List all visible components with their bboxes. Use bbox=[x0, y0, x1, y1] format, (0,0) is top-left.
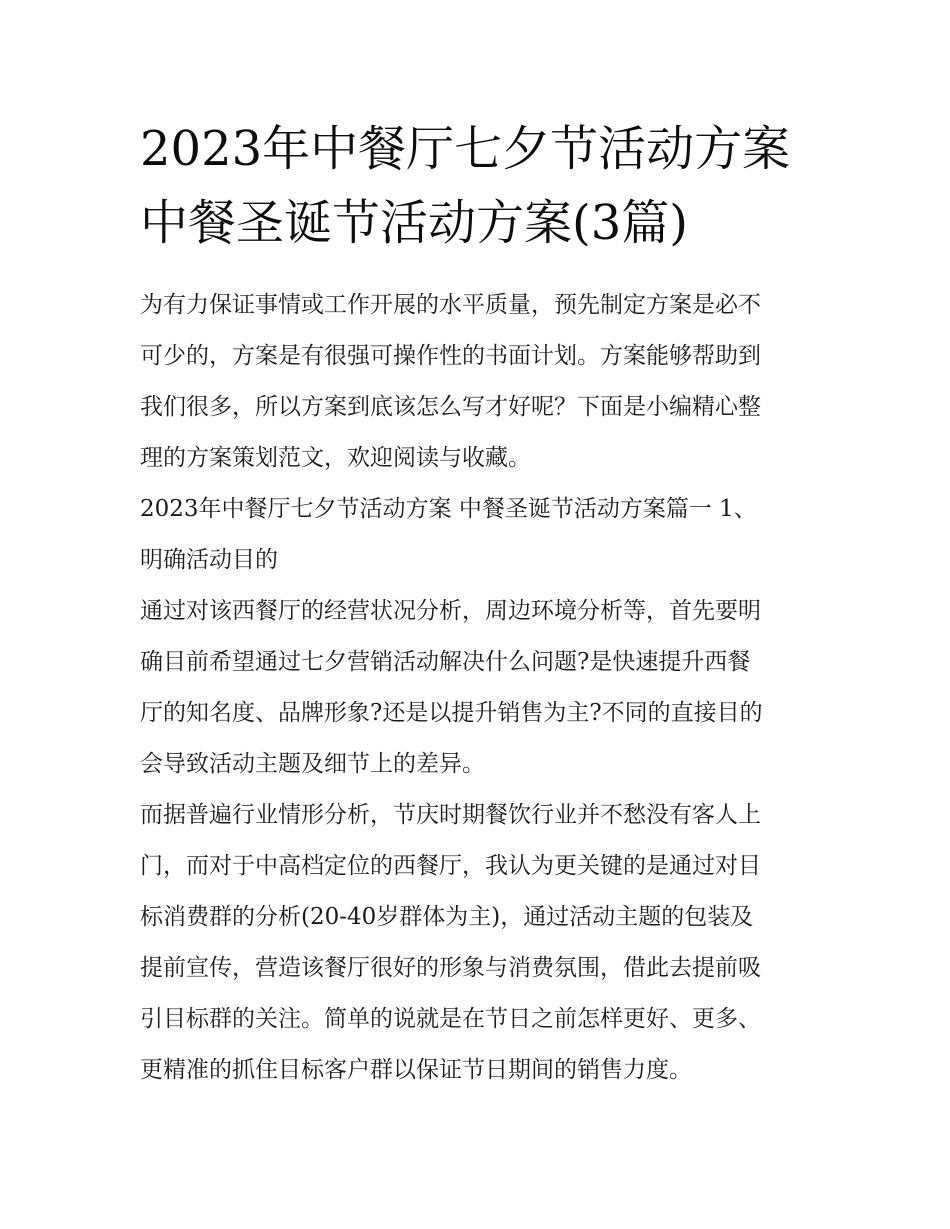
text-line: 门，而对于中高档定位的西餐厅，我认为更关键的是通过对目 bbox=[140, 853, 761, 879]
text-line: 更精准的抓住目标客户群以保证节日期间的销售力度。 bbox=[140, 1057, 692, 1083]
text-line: 而据普遍行业情形分析，节庆时期餐饮行业并不愁没有客人上 bbox=[140, 802, 761, 828]
text-line: 我们很多，所以方案到底该怎么写才好呢？下面是小编精心整 bbox=[140, 394, 761, 420]
text-line: 可少的，方案是有很强可操作性的书面计划。方案能够帮助到 bbox=[140, 343, 761, 369]
text-line: 理的方案策划范文，欢迎阅读与收藏。 bbox=[140, 445, 531, 471]
text-line: 厅的知名度、品牌形象?还是以提升销售为主?不同的直接目的 bbox=[140, 700, 763, 726]
title-line: 2023年中餐厅七夕节活动方案 bbox=[140, 121, 791, 177]
body-paragraph bbox=[140, 790, 820, 1096]
text-line: 会导致活动主题及细节上的差异。 bbox=[140, 751, 485, 777]
document-title bbox=[140, 112, 820, 260]
text-line: 为有力保证事情或工作开展的水平质量，预先制定方案是必不 bbox=[140, 292, 761, 318]
intro-paragraph bbox=[140, 280, 820, 484]
text-line: 引目标群的关注。简单的说就是在节日之前怎样更好、更多、 bbox=[140, 1006, 761, 1032]
text-line: 提前宣传，营造该餐厅很好的形象与消费氛围，借此去提前吸 bbox=[140, 955, 761, 981]
text-line: 通过对该西餐厅的经营状况分析，周边环境分析等，首先要明 bbox=[140, 598, 761, 624]
document-body bbox=[140, 280, 820, 1096]
text-line: 明确活动目的 bbox=[140, 547, 278, 573]
text-line: 标消费群的分析(20-40岁群体为主)，通过活动主题的包装及 bbox=[140, 904, 754, 930]
title-line: 中餐圣诞节活动方案(3篇) bbox=[140, 195, 688, 251]
section-heading-paragraph bbox=[140, 484, 820, 586]
text-line: 确目前希望通过七夕营销活动解决什么问题?是快速提升西餐 bbox=[140, 649, 751, 675]
body-paragraph bbox=[140, 586, 820, 790]
text-line: 2023年中餐厅七夕节活动方案 中餐圣诞节活动方案篇一 1、 bbox=[140, 496, 757, 522]
